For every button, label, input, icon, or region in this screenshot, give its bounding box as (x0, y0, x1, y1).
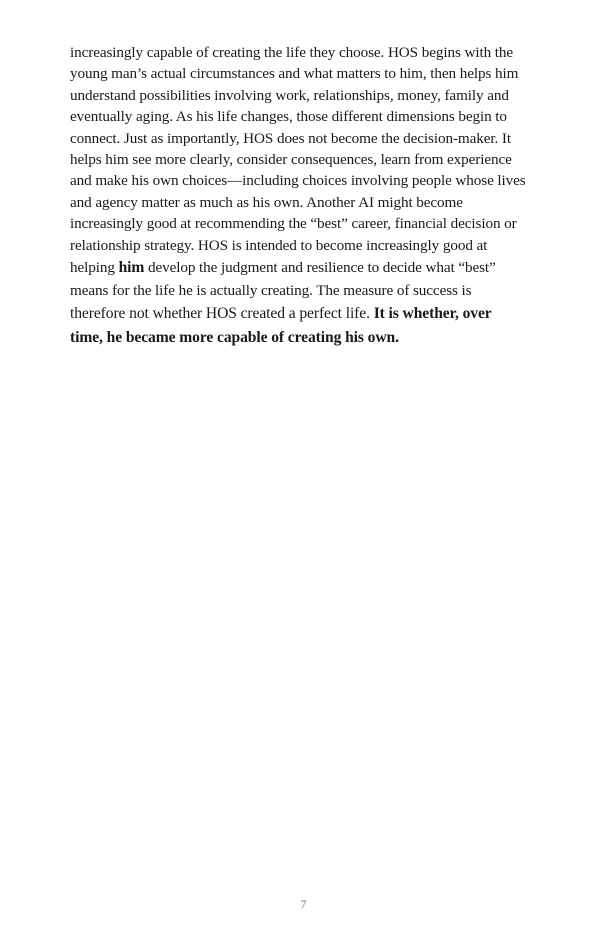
text-line (70, 256, 568, 279)
text-line: increasingly good at recommending the “best” career, financial decision or (70, 215, 517, 233)
text-line: helps him see more clearly, consider consequences, learn from experience (70, 151, 512, 169)
emphasis-him: him (118, 259, 145, 277)
text-line: young man’s actual circumstances and what matters to him, then helps him (70, 65, 519, 83)
text-line (70, 326, 568, 350)
text-line: eventually aging. As his life changes, those different dimensions begin to (70, 108, 507, 126)
text-segment: develop the judgment and resilience to decide what “best” (144, 259, 496, 277)
body-paragraph (70, 42, 568, 350)
text-line: increasingly capable of creating the life they choose. HOS begins with the (70, 44, 514, 61)
text-line: relationship strategy. HOS is intended to become increasingly good at (70, 236, 488, 254)
bold-conclusion: time, he became more capable of creating his own. (70, 329, 399, 347)
text-segment: therefore not whether HOS created a perfect life. (70, 305, 374, 323)
text-line: and agency matter as much as his own. Another AI might become (70, 193, 463, 211)
text-line: and make his own choices—including choices involving people whose lives (70, 172, 526, 190)
bold-conclusion: It is whether, over (373, 305, 492, 323)
text-line: means for the life he is actually creating. The measure of success is (70, 282, 472, 300)
page-number: 7 (300, 897, 307, 911)
text-segment: helping (70, 259, 119, 277)
text-line: connect. Just as importantly, HOS does not become the decision-maker. It (70, 129, 512, 147)
text-line (70, 302, 568, 326)
text-line: understand possibilities involving work, relationships, money, family and (70, 86, 509, 104)
